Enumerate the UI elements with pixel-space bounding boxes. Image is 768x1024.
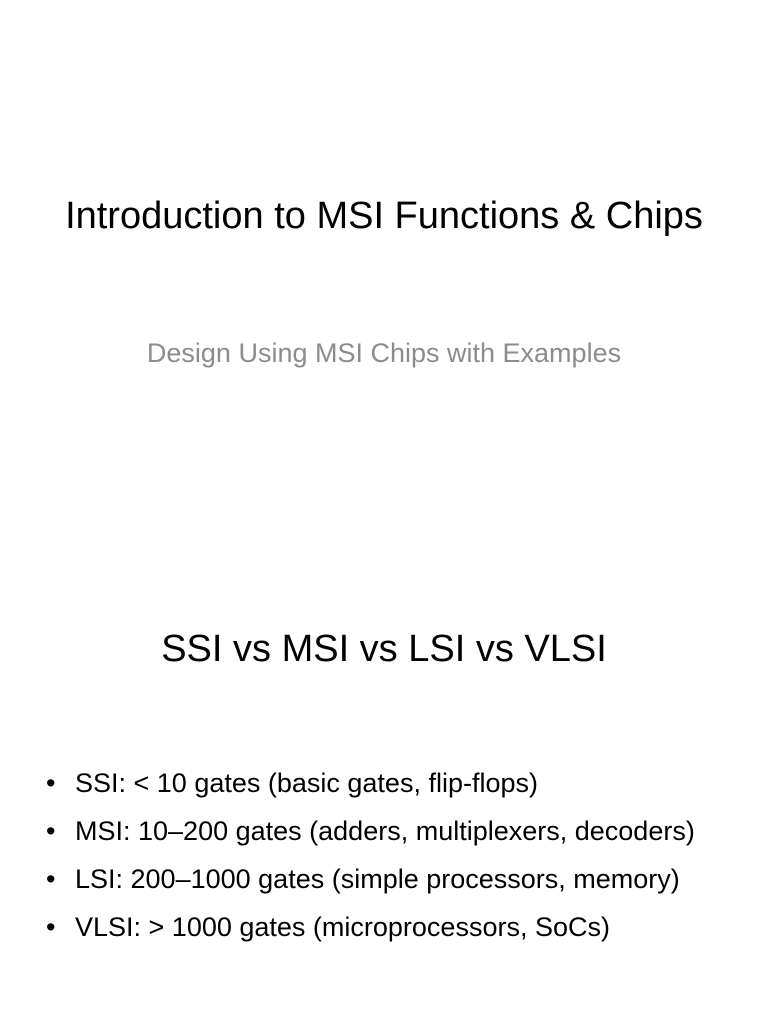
bullet-list	[38, 763, 718, 955]
slide-subtitle: Design Using MSI Chips with Examples	[146, 338, 622, 368]
bullet-text: SSI: < 10 gates (basic gates, flip-flops)	[75, 768, 538, 798]
bullet-item	[38, 859, 718, 900]
bullet-text: MSI: 10–200 gates (adders, multiplexers, decoders)	[75, 816, 695, 846]
bullet-icon: •	[46, 816, 56, 846]
content-slide	[0, 576, 768, 1024]
bullet-item	[38, 811, 718, 852]
slide-title: SSI vs MSI vs LSI vs VLSI	[161, 628, 607, 670]
bullet-text: VLSI: > 1000 gates (microprocessors, SoCs)	[75, 912, 610, 942]
bullet-icon: •	[46, 768, 56, 798]
bullet-icon: •	[46, 864, 56, 894]
bullet-item	[38, 763, 718, 804]
slide-title: Introduction to MSI Functions & Chips	[65, 195, 703, 237]
bullet-item	[38, 907, 718, 948]
bullet-icon: •	[46, 912, 56, 942]
bullet-text: LSI: 200–1000 gates (simple processors, memory)	[75, 864, 680, 894]
